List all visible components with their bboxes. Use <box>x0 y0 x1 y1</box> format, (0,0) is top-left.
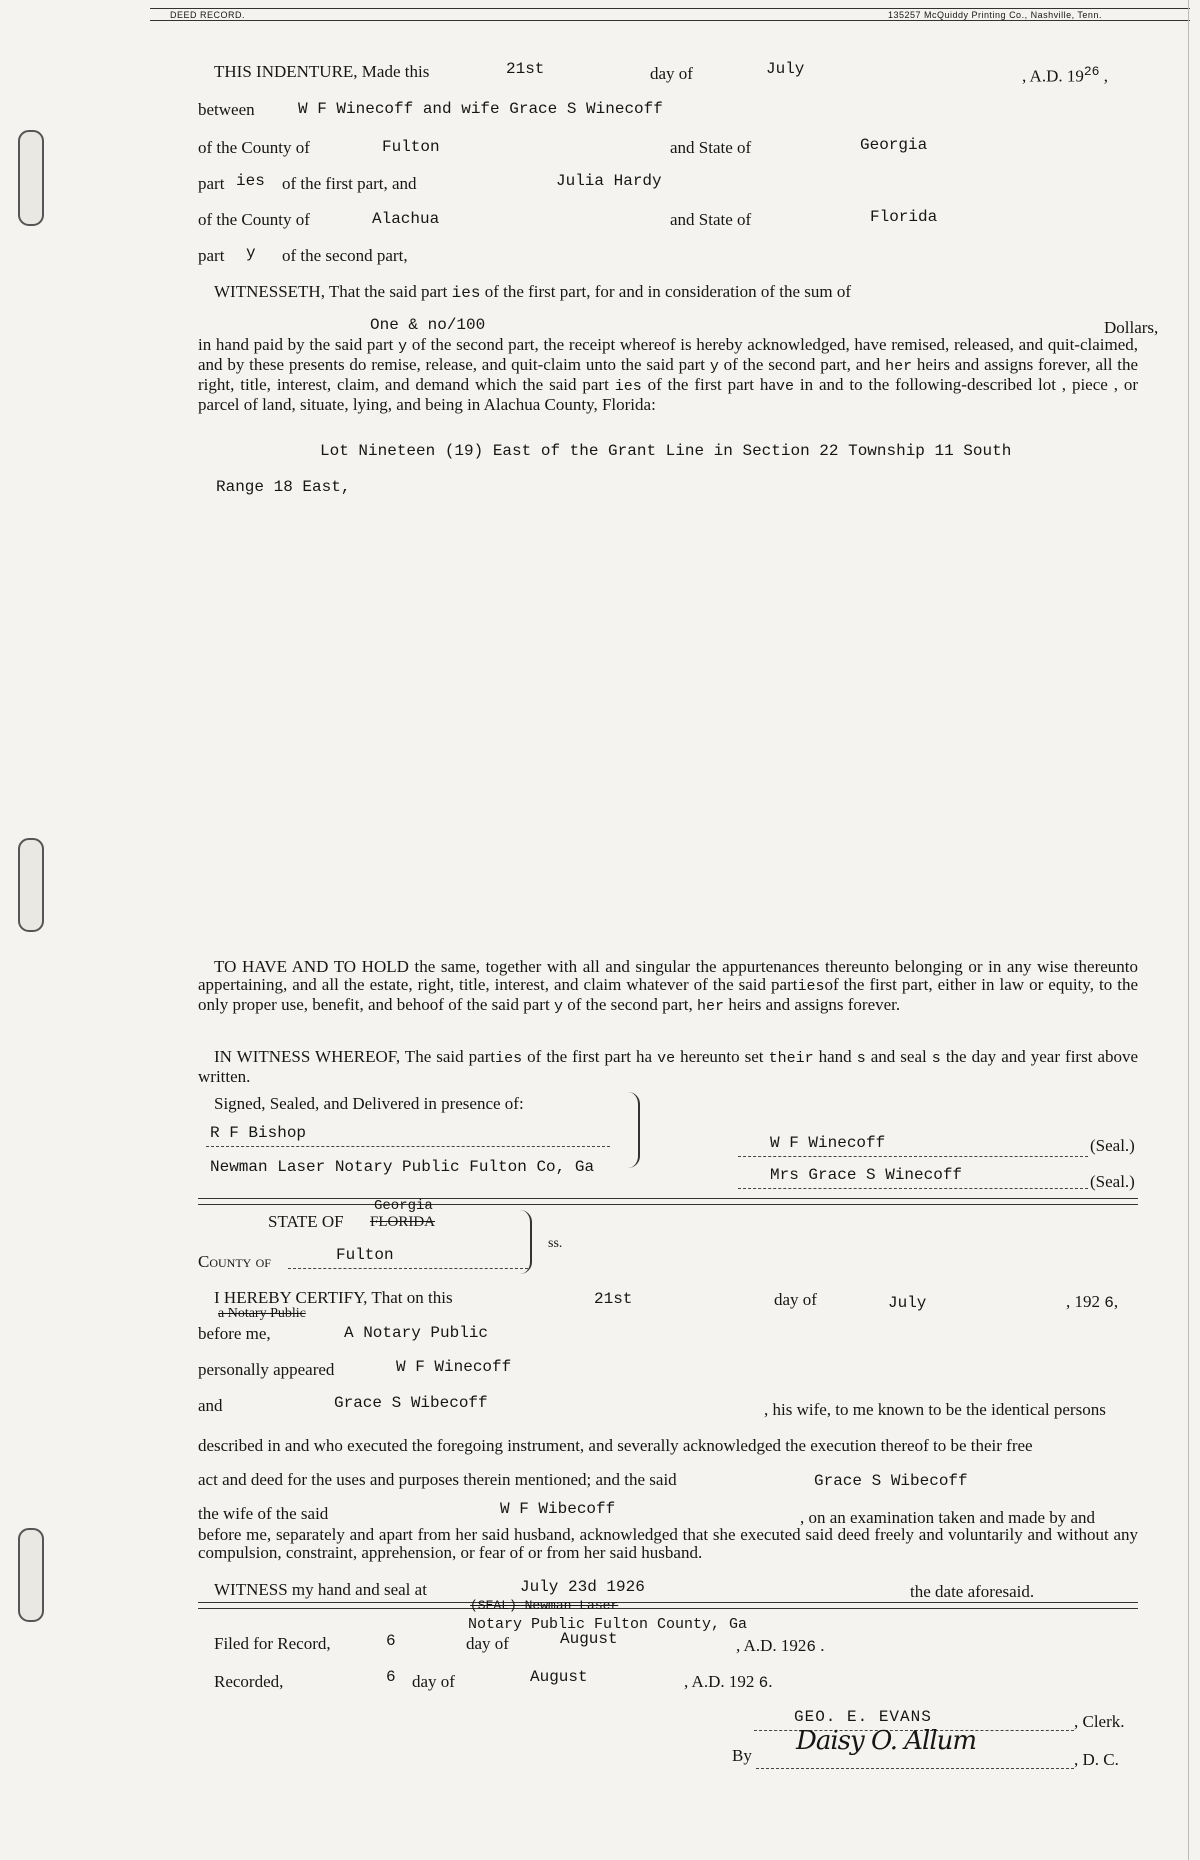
notary-line: Notary Public Fulton County, Ga <box>468 1616 748 1633</box>
and-label: and <box>198 1396 223 1415</box>
ack-year: , 192 6, <box>1066 1292 1119 1312</box>
appeared-label: personally appeared <box>198 1360 335 1379</box>
recorded-label: Recorded, <box>214 1672 284 1691</box>
witnesseth-line: WITNESSETH, That the said part ies of the first part, for and in consideration of the sum of <box>214 282 852 302</box>
exam-rest: before me, separately and apart from her said husband, acknowledged that she executed said deed freely and voluntarily and without any compulsion, constraint, apprehension, or fear of or from her said husband. <box>198 1525 1138 1562</box>
state-of-label: STATE OF <box>268 1212 344 1231</box>
notary-seal-struck: (SEAL) Newman Laser <box>470 1598 619 1613</box>
filed-month: August <box>560 1630 618 1648</box>
county-of-value: Fulton <box>336 1246 394 1264</box>
state-label-2: and State of <box>670 210 752 229</box>
first-part-label: of the first part, and <box>282 174 417 193</box>
property-description-line-1: Lot Nineteen (19) East of the Grant Line in Section 22 Township 11 South <box>320 442 1012 460</box>
venue-brace <box>520 1210 532 1274</box>
signer-1-name: W F Winecoff <box>770 1134 886 1152</box>
first-part-prefix: part <box>198 174 225 193</box>
signature-brace <box>628 1092 640 1168</box>
ack-day-of: day of <box>774 1290 817 1309</box>
ss-label: ss. <box>548 1236 563 1251</box>
county-2: Alachua <box>372 210 440 228</box>
ack-day: 21st <box>594 1290 633 1308</box>
witness-1-line <box>206 1124 610 1147</box>
notary-divider-top <box>198 1602 1138 1603</box>
county-label-2: of the County of <box>198 210 310 229</box>
county-of-line <box>288 1246 528 1269</box>
grantors-name: W F Winecoff and wife Grace S Winecoff <box>298 100 663 118</box>
exam-text: , on an examination taken and made by and <box>800 1508 1096 1527</box>
presence-label: Signed, Sealed, and Delivered in presence of: <box>214 1094 524 1113</box>
by-label: By <box>732 1746 752 1765</box>
binder-hole-middle <box>18 838 44 932</box>
binder-hole-bottom <box>18 1528 44 1622</box>
filed-day-of: day of <box>466 1634 509 1653</box>
wife-name-2: Grace S Wibecoff <box>814 1472 968 1490</box>
second-part-prefix: part <box>198 246 225 265</box>
witness-seal-date: July 23d 1926 <box>520 1578 645 1596</box>
state-of-value: Georgia <box>374 1198 433 1214</box>
signer-1-line <box>738 1134 1088 1157</box>
state-of-struck: FLORIDA <box>370 1214 436 1230</box>
property-description-line-2: Range 18 East, <box>216 478 351 496</box>
page-right-edge <box>1188 0 1189 1860</box>
testimonium-clause: IN WITNESS WHEREOF, The said parties of the first part ha ve hereunto set their hand s and seal s the day and year first above written. <box>198 1047 1139 1086</box>
wife-name: Grace S Wibecoff <box>334 1394 488 1412</box>
state-label-1: and State of <box>670 138 752 157</box>
before-me-label: before me, <box>198 1324 271 1343</box>
state-1: Georgia <box>860 136 928 154</box>
first-part-suffix: ies <box>236 172 265 190</box>
grantee-name: Julia Hardy <box>556 172 662 190</box>
recorded-month: August <box>530 1668 588 1686</box>
indenture-day-of: day of <box>650 64 693 83</box>
habendum-clause: TO HAVE AND TO HOLD the same, together with all and singular the appurtenances thereunto belonging or in any wise thereunto appertaining, and all the estate, right, title, interest, and claim whatever of the said partiesof the first part, either in law or equity, to the only proper use, benefit, and behoof of the said part y of the second part, her heirs and assigns forever. <box>198 957 1138 1015</box>
clerk-label: , Clerk. <box>1074 1712 1125 1731</box>
signer-2-line <box>738 1166 1088 1189</box>
filed-day: 6 <box>386 1632 396 1650</box>
witness-2-name: Newman Laser Notary Public Fulton Co, Ga <box>210 1158 595 1176</box>
witness-1-name: R F Bishop <box>210 1124 307 1142</box>
indenture-day: 21st <box>506 60 545 78</box>
acknowledgment-divider-bottom <box>198 1204 1138 1205</box>
county-label-1: of the County of <box>198 138 310 157</box>
indenture-month: July <box>766 60 805 78</box>
husband-name: W F Wibecoff <box>500 1500 616 1518</box>
described-text: described in and who executed the foregoing instrument, and severally acknowledged the execution thereof to be their free <box>198 1436 1033 1455</box>
indenture-intro: THIS INDENTURE, Made this <box>214 62 430 81</box>
header-rule-bottom <box>150 20 1190 21</box>
state-2: Florida <box>870 208 938 226</box>
header-rule-top <box>150 8 1190 9</box>
county-of-label: County of <box>198 1252 271 1271</box>
seal-2: (Seal.) <box>1090 1172 1135 1191</box>
between-label: between <box>198 100 255 119</box>
notary-divider-bottom <box>198 1608 1138 1609</box>
wife-of-label: the wife of the said <box>198 1504 329 1523</box>
ack-month: July <box>888 1294 927 1312</box>
witness-seal-label: WITNESS my hand and seal at <box>214 1580 427 1599</box>
recorded-day-of: day of <box>412 1672 455 1691</box>
county-1: Fulton <box>382 138 440 156</box>
filed-year: , A.D. 1926 . <box>736 1636 825 1656</box>
recorded-year: , A.D. 192 6. <box>684 1672 773 1692</box>
recorded-day: 6 <box>386 1668 396 1686</box>
clerk-name: GEO. E. EVANS <box>794 1708 932 1726</box>
deputy-clerk-line <box>756 1726 1074 1769</box>
second-part-label: of the second part, <box>282 246 408 265</box>
ack-officer: A Notary Public <box>344 1324 489 1342</box>
date-aforesaid: the date aforesaid. <box>910 1582 1035 1601</box>
his-wife-text: , his wife, to me known to be the identical persons <box>764 1400 1106 1419</box>
certify-label: I HEREBY CERTIFY, That on this <box>214 1288 453 1307</box>
acknowledgment-divider-top <box>198 1198 1138 1199</box>
granting-clause: in hand paid by the said part y of the second part, the receipt whereof is hereby acknowledged, have remised, released, and quit-claimed, and by these presents do remise, release, and quit-claim unto the said part y of the second part, and her heirs and assigns forever, all the right, title, interest, claim, and demand which the said part ies of the first part have in and to the following-described lot , piece , or parcel of land, situate, lying, and being in Alachua County, Florida: <box>198 335 1139 414</box>
indenture-ad: , A.D. $19^{26}$ , <box>1022 64 1108 86</box>
appeared-name: W F Winecoff <box>396 1358 512 1376</box>
seal-1: (Seal.) <box>1090 1136 1135 1155</box>
signer-2-name: Mrs Grace S Winecoff <box>770 1166 963 1184</box>
act-deed-text: act and deed for the uses and purposes therein mentioned; and the said <box>198 1470 677 1489</box>
second-part-suffix: y <box>246 244 256 262</box>
dollars-label: Dollars, <box>1104 318 1159 337</box>
header-left-label: DEED RECORD. <box>170 10 246 20</box>
ack-struck-officer: a Notary Public <box>218 1306 306 1321</box>
header-right-label: 135257 McQuiddy Printing Co., Nashville, Tenn. <box>888 10 1102 20</box>
consideration-amount: One & no/100 <box>370 316 486 334</box>
deputy-clerk-label: , D. C. <box>1074 1750 1119 1769</box>
filed-label: Filed for Record, <box>214 1634 331 1653</box>
binder-hole-top <box>18 130 44 226</box>
witness-2-line <box>206 1158 636 1180</box>
deputy-clerk-signature: Daisy O. Allum <box>796 1726 977 1756</box>
